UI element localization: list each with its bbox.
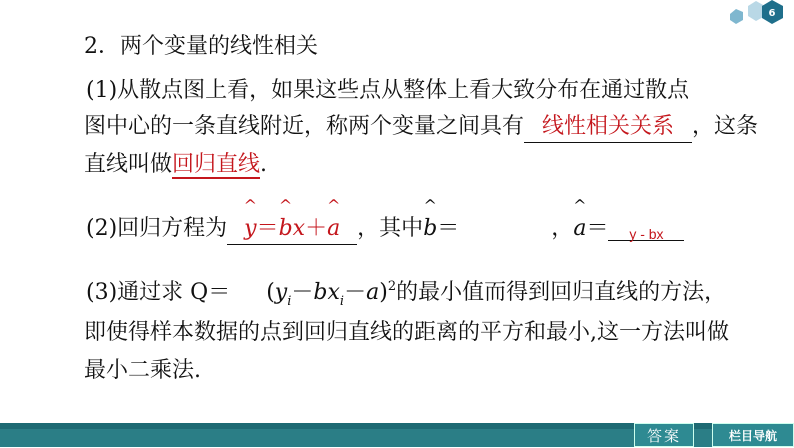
para2-line: (2)回归方程为^ y＝^ bx＋^ a ，其中^ b＝ ，^ a＝ y - bx	[86, 214, 684, 245]
para1-line2-post: ，这条	[692, 114, 759, 139]
para1-line3	[84, 150, 267, 180]
para2-pre: (2)回归方程为	[86, 216, 228, 241]
answer-regression-equation: ^ y＝^ bx＋^ a	[227, 214, 357, 245]
section-nav-button[interactable]: 栏目导航	[712, 423, 794, 447]
page-number: 6	[768, 8, 776, 19]
answer-linear-correlation: 线性相关关系	[524, 112, 692, 143]
para3-line1	[86, 278, 726, 311]
para1-line2-pre: 图中心的一条直线附近，称两个变量之间具有	[84, 114, 525, 139]
answer-a-formula	[608, 218, 684, 241]
answer-regression-line: 回归直线	[172, 152, 261, 177]
a-formula-text: y - bx	[629, 225, 664, 242]
para1-line3-post: .	[260, 152, 268, 177]
hexagon-badge-icon	[724, 0, 794, 40]
para2-mid: ，其中	[357, 216, 424, 241]
para1-line1	[86, 76, 689, 106]
para1-line1-text: (1)从散点图上看，如果这些点从整体上看大致分布在通过散点	[86, 78, 690, 103]
para3-line2-text: 即使得样本数据的点到回归直线的距离的平方和最小,这一方法叫做	[84, 320, 729, 345]
b-hat: ^ b	[423, 214, 437, 244]
least-squares-formula: $(y_i-bx_i-a)^2$	[266, 279, 397, 309]
para2-comma: ，	[551, 216, 574, 241]
a-hat: ^ a	[573, 214, 586, 244]
para3-line3	[84, 356, 201, 386]
para3-line3-text: 最小二乘法.	[84, 358, 201, 383]
answer-button[interactable]: 答案	[634, 423, 694, 447]
para1-line2	[84, 112, 758, 143]
section-heading-text: 2．两个变量的线性相关	[84, 34, 318, 59]
para3-line2	[84, 318, 729, 348]
para3-line1-post: 的最小值而得到回归直线的方法，	[396, 280, 727, 305]
para1-line3-pre: 直线叫做	[84, 152, 173, 177]
para3-line1-pre: (3)通过求 Q＝	[86, 280, 231, 305]
section-heading	[84, 32, 318, 62]
footer-bar	[0, 423, 794, 447]
page-number-badge	[724, 0, 794, 40]
